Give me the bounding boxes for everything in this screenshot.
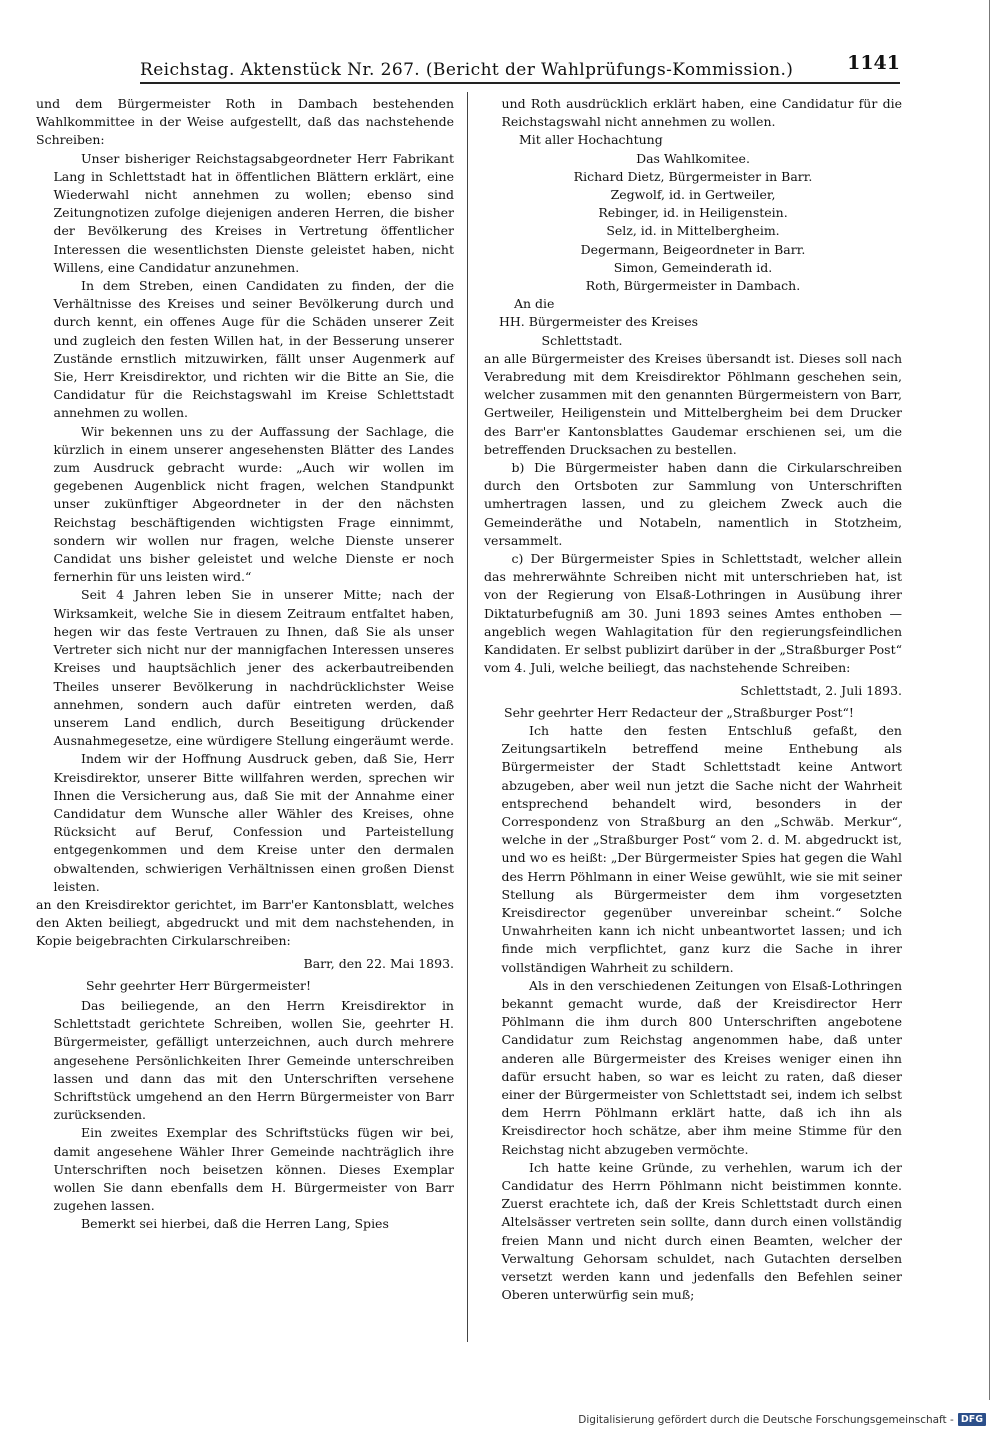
quoted-paragraph: Wir bekennen uns zu der Auffassung der Sachlage, die kürzlich in einem unserer angesehensten Blätter des Landes zum Ausdruck gebracht wurde: „Auch wir wollen im gegebenen Augenblick nicht fragen, welchen Standpunkt unser zukünftiger Abgeordneter in der den nächsten Reichstag beschäftigenden wichtigsten Frage einnimmt, sondern wir wollen nur fragen, welche Dienste unserer Candidat uns bisher geleistet und welche Dienste er noch fernerhin für uns leisten wird.“: [53, 423, 454, 585]
signature-line: Rebinger, id. in Heiligenstein.: [598, 205, 788, 221]
dfg-logo: DFG: [958, 1413, 986, 1426]
quoted-paragraph: In dem Streben, einen Candidaten zu finden, der die Verhältnisse des Kreises und seiner Bevölkerung durch und durch kennt, ein offenes Auge für die Schäden unserer Zeit und zugleich den festen Willen hat, in der Besserung unserer Zustände ernstlich mitzuwirken, fällt unser Augenmerk auf Sie, Herr Kreisdirektor, und richten wir die Bitte an Sie, die Candidatur für die Reichstagswahl im Kreise Schlettstadt annehmen zu wollen.: [53, 278, 454, 421]
letter-paragraph: Ich hatte den festen Entschluß gefaßt, den Zeitungsartikeln betreffend meine Enthebung als Bürgermeister der Stadt Schlettstadt keine Antwort abzugeben, aber weil nun jetzt die Sache nicht der Wahrheit entsprechend behandelt wird, besonders in der Correspondenz von Straßburg an den „Schwäb. Merkur“, welche in der „Straßburger Post“ vom 2. d. M. abgedruckt ist, und wo es heißt: „Der Bürgermeister Spies hat gegen die Wahl des Herrn Pöhlmann in einer Weise gewühlt, wie sie mit seiner Stellung als Bürgermeister dem ihm vorgesetzten Kreisdirector gegenüber unvereinbar scheint.“ Solche Unwahrheiten kann ich nicht unbeantwortet lassen; und ich finde mich verpflichtet, ganz kurz die Sache in ihrer vollständigen Wahrheit zu schildern.: [501, 722, 902, 975]
dateline: Barr, den 22. Mai 1893.: [303, 955, 454, 971]
column-divider: [467, 92, 468, 1342]
addressee-line: An die: [514, 296, 555, 312]
header-rule: [140, 82, 900, 84]
signature-line: Das Wahlkomitee.: [636, 150, 750, 166]
footer-text: Digitalisierung gefördert durch die Deutsche Forschungsgemeinschaft -: [578, 1413, 954, 1426]
signature-line: Selz, id. in Mittelbergheim.: [606, 223, 780, 239]
page-edge-line: [989, 0, 990, 1400]
paragraph: und Roth ausdrücklich erklärt haben, eine Candidatur für die Reichstagswahl nicht annehmen zu wollen.: [501, 96, 902, 130]
salutation: Sehr geehrter Herr Redacteur der „Straßburger Post“!: [504, 704, 854, 720]
paragraph: an den Kreisdirektor gerichtet, im Barr'er Kantonsblatt, welches den Akten beiliegt, abgedruckt und mit dem nachstehenden, in Kopie beigebrachten Cirkularschreiben:: [36, 896, 454, 949]
circular-paragraph: Das beiliegende, an den Herrn Kreisdirektor in Schlettstadt gerichtete Schreiben, wollen Sie, geehrter H. Bürgermeister, gefälligt unterzeichnen, auch durch mehrere angesehene Persönlichkeiten Ihrer Gemeinde unterschreiben lassen und dann das mit den Unterschriften versehene Schriftstück umgehend an den Herrn Bürgermeister von Barr zurücksenden.: [53, 997, 454, 1123]
paragraph: und dem Bürgermeister Roth in Dambach bestehenden Wahlkommittee in der Weise aufgestellt, daß das nachstehende Schreiben:: [36, 96, 454, 148]
quoted-paragraph: Seit 4 Jahren leben Sie in unserer Mitte; nach der Wirksamkeit, welche Sie in diesem Zeitraum entfaltet haben, hegen wir das feste Vertrauen zu Ihnen, daß Sie als unser Vertreter sich nicht nur der mannigfachen Interessen unseres Kreises und hauptsächlich jener des ackerbautreibenden Theiles unserer Bevölkerung in nachdrücklichster Weise annehmen, sondern auch dafür eintreten werden, daß unserem Land endlich, durch Beseitigung drückender Ausnahmegesetze, eine würdigere Stellung eingeräumt werde.: [53, 587, 454, 749]
circular-paragraph: Bemerkt sei hierbei, daß die Herren Lang, Spies: [81, 1216, 389, 1232]
signature-line: Richard Dietz, Bürgermeister in Barr.: [573, 168, 813, 184]
closing: Mit aller Hochachtung: [519, 132, 663, 148]
addressee-line: Schlettstadt.: [541, 332, 623, 348]
signature-line: Simon, Gemeinderath id.: [613, 259, 773, 275]
page-header: [140, 52, 900, 84]
signature-line: Roth, Bürgermeister in Dambach.: [585, 278, 801, 294]
paragraph: an alle Bürgermeister des Kreises übersandt ist. Dieses soll nach Verabredung mit dem Kreisdirektor Pöhlmann geschehen sein, welcher zusammen mit den genannten Bürgermeistern von Barr, Gertweiler, Heiligenstein und Mittelbergheim bei dem Drucker des Barr'er Kantonsblattes Gaudemar erschienen sei, um die betreffenden Drucksachen zu bestellen.: [484, 350, 902, 457]
letter-paragraph: Als in den verschiedenen Zeitungen von Elsaß-Lothringen bekannt gemacht wurde, daß der Kreisdirector Herr Pöhlmann die ihm durch 800 Unterschriften angebotene Candidatur zum Reichstag angenommen habe, daß unter anderen alle Bürgermeister des Kreises weniger einen ihn dafür ersucht haben, so war es leicht zu raten, daß dieser einer der Bürgermeister von Schlettstadt sei, indem ich selbst dem Herrn Pöhlmann erklärt hatte, daß ich ihn als Kreisdirector hoch schätze, aber ihm meine Stimme für den Reichstag nicht abzugeben vermöchte.: [501, 977, 902, 1157]
dateline: Schlettstadt, 2. Juli 1893.: [740, 682, 902, 698]
digitization-footer: [578, 1413, 986, 1426]
running-title: Reichstag. Aktenstück Nr. 267. (Bericht der Wahlprüfungs-Kommission.): [140, 60, 794, 80]
addressee-line: HH. Bürgermeister des Kreises: [499, 314, 699, 330]
signature-line: Zegwolf, id. in Gertweiler,: [610, 187, 776, 203]
paragraph: c) Der Bürgermeister Spies in Schlettstadt, welcher allein das mehrerwähnte Schreiben nicht mit unterschrieben hat, ist von der Regierung von Elsaß-Lothringen in Ausübung ihrer Diktaturbefugniß am 30. Juni 1893 seines Amtes enthoben — angeblich wegen Wahlagitation für den regierungsfeindlichen Kandidaten. Er selbst publizirt darüber in der „Straßburger Post“ vom 4. Juli, welche beiliegt, das nachstehende Schreiben:: [484, 551, 902, 676]
paragraph: b) Die Bürgermeister haben dann die Cirkularschreiben durch den Ortsboten zur Sammlung von Unterschriften umhertragen lassen, und zu gleichem Zweck auch die Gemeinderäthe und Notabeln, namentlich in Stotzheim, versammelt.: [484, 460, 902, 548]
letter-paragraph: Ich hatte keine Gründe, zu verhehlen, warum ich der Candidatur des Herrn Pöhlmann nicht beistimmen konnte. Zuerst erachtete ich, daß der Kreis Schlettstadt durch einen Altelsässer vertreten sein sollte, dann durch einen vollständig freien Mann und nicht durch einen Beamten, welcher der Verwaltung Gehorsam schuldet, nach Gutachten derselben versetzt werden kann und jedenfalls den Befehlen seiner Oberen unterwürfig sein muß;: [501, 1159, 902, 1303]
left-column: [36, 95, 454, 1234]
quoted-paragraph: Unser bisheriger Reichstagsabgeordneter Herr Fabrikant Lang in Schlettstadt hat in öffentlichen Blättern erklärt, eine Wiederwahl nicht annehmen zu wollen; ebenso sind Zeitungnotizen zufolge diejenigen anderen Herren, die bisher der Bevölkerung des Kreises in Vertretung öffentlicher Interessen die wesentlichsten Dienste geleistet haben, nicht Willens, eine Candidatur anzunehmen.: [53, 150, 454, 275]
page-number: 1141: [847, 52, 900, 74]
circular-paragraph: Ein zweites Exemplar des Schriftstücks fügen wir bei, damit angesehene Wähler Ihrer Gemeinde nachträglich ihre Unterschriften noch beisetzen können. Dieses Exemplar wollen Sie dann ebenfalls dem H. Bürgermeister von Barr zugehen lassen.: [53, 1125, 454, 1214]
signature-block: [484, 150, 902, 296]
right-column: [484, 95, 902, 1304]
greeting: Sehr geehrter Herr Bürgermeister!: [86, 977, 312, 993]
quoted-paragraph: Indem wir der Hoffnung Ausdruck geben, daß Sie, Herr Kreisdirektor, unserer Bitte willfahren werden, sprechen wir Ihnen die Versicherung aus, daß Sie mit der Annahme einer Candidatur dem Wunsche aller Wähler des Kreises, ohne Rücksicht auf Beruf, Confession und Parteistellung entgegenkommen und dem Kreise unter den dermalen obwaltenden, schwierigen Verhältnissen einen großen Dienst leisten.: [53, 751, 454, 894]
signature-line: Degermann, Beigeordneter in Barr.: [580, 241, 806, 257]
